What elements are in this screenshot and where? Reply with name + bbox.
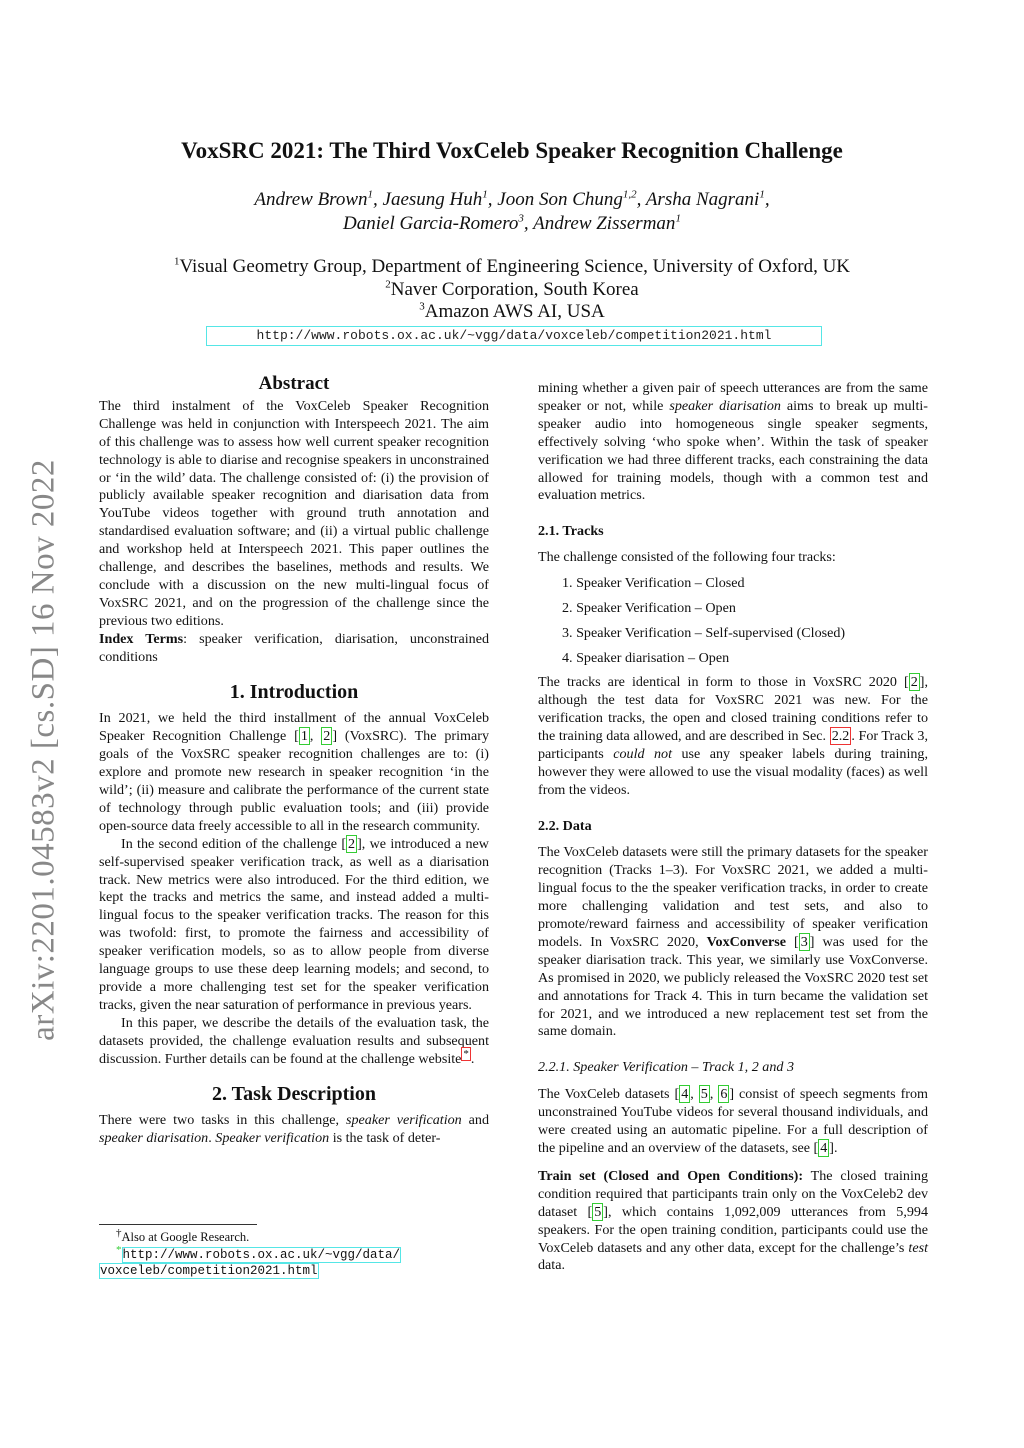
author: Andrew Brown: [254, 189, 368, 210]
right-column: [538, 380, 928, 1275]
task-paragraph: There were two tasks in this challenge, speaker verification and speaker diarisation. Speaker verification is the task of deter-: [99, 1112, 490, 1147]
citation-link[interactable]: 2: [323, 728, 331, 745]
intro-paragraph-1: In 2021, we held the third installment of the annual VoxCeleb Speaker Recognition Challenge [ 1 , 2 ] (VoxSRC). The primary goals of the VoxSRC speaker recognition challenges are to: (i) explore and promote new research in speaker recognition ‘in the wild’; (ii) measure and calibrate the performance of the current state of technology through public evaluation tools; and (iii) provide open-source data freely accessible to all in the research community.: [99, 710, 489, 834]
task-paragraph-continued: mining whether a given pair of speech utterances are from the same speaker or not, while speaker diarisation aims to break up multi-speaker audio into homogeneous single speaker segments, effectively solving ‘who spoke when’. Within the task of speaker verification we had three different tracks, each constraining the data allowed for training models, though with a common test and evaluation metrics.: [538, 380, 928, 504]
affiliation-1: [0, 255, 1024, 278]
footnote-dagger: †Also at Google Research.: [116, 1226, 250, 1244]
intro-paragraph-3: In this paper, we describe the details of the evaluation task, the datasets provided, the challenge evaluation results and subsequent discussion. Further details can be found at the challenge website * .: [99, 1014, 489, 1067]
author-aff: 3: [518, 212, 524, 225]
author-aff: 1: [759, 188, 765, 201]
intro-paragraph-2: In the second edition of the challenge [ 2 ], we introduced a new self-supervised speaker verification track, as well as a diarisation track. New metrics were also introduced. For the third edition, we kept the tracks and metrics the same, and instead added a multi-lingual focus to the speaker verification tracks. The reason for this was twofold: first, to promote the fairness and accessibility of speaker verification models, so as to allow people from diverse language groups to use these deep learning models; and second, to provide a more challenging test set for the speaker verification tracks, given the near saturation of performance in previous years.: [99, 835, 489, 1013]
footnote-url-cont: [99, 1262, 319, 1279]
author-line-2: Daniel Garcia-Romero$^3$, Andrew Zisserman$^1$: [343, 212, 681, 234]
track-item: 2. Speaker Verification – Open: [562, 600, 736, 617]
author: Arsha Nagrani: [645, 189, 760, 210]
footnote-rule: [99, 1224, 257, 1225]
citation-link[interactable]: 5: [700, 1086, 708, 1103]
arxiv-sidebar: [14, 440, 74, 1060]
introduction-heading: 1. Introduction: [229, 680, 359, 703]
footnote-url-link[interactable]: http://www.robots.ox.ac.uk/~vgg/data/: [122, 1248, 401, 1262]
author: Jaesung Huh: [382, 189, 483, 210]
challenge-url-link[interactable]: http://www.robots.ox.ac.uk/~vgg/data/voxceleb/competition2021.html: [206, 326, 822, 346]
train-set-paragraph: Train set (Closed and Open Conditions): The closed training condition required that participants train only on the VoxCeleb2 dev dataset [ 5 ], which contains 1,092,009 utterances from 5,994 speakers. For the open training condition, participants could use the VoxCeleb datasets and any other data, except for the challenge’s test data.: [538, 1167, 928, 1274]
citation-link[interactable]: 2: [910, 674, 918, 691]
paper-title: VoxSRC 2021: The Third VoxCeleb Speaker Recognition Challenge: [181, 138, 843, 163]
affiliation-text: Amazon AWS AI, USA: [424, 301, 605, 322]
citation-link[interactable]: 1: [300, 728, 308, 745]
citation-link[interactable]: 6: [720, 1086, 728, 1103]
affiliation-2: [0, 278, 1024, 301]
affiliation-num: 1: [173, 255, 180, 268]
author: Daniel Garcia-Romero: [343, 213, 519, 234]
left-column: [99, 375, 489, 1148]
author: Joon Son Chung: [497, 189, 623, 210]
author-aff: 1: [675, 212, 681, 225]
affiliation-num: 2: [385, 278, 391, 291]
speaker-verification-heading: 2.2.1. Speaker Verification – Track 1, 2 and 3: [538, 1059, 795, 1076]
citation-link[interactable]: 4: [820, 1140, 828, 1156]
arxiv-id: arXiv:2201.04583v2 [cs.SD] 16 Nov 2022: [25, 459, 62, 1041]
author-aff: 1,2: [622, 188, 637, 201]
index-terms-text: : speaker verification, diarisation, unconstrained conditions: [99, 630, 489, 665]
author-aff: 1: [367, 188, 374, 201]
sv-paragraph: The VoxCeleb datasets [ 4 , 5 , 6 ] consist of speech segments from unconstrained YouTube videos for several thousand individuals, and were created using an automatic pipeline. For a full description of the pipeline and an overview of the datasets, see [ 4 ].: [538, 1086, 929, 1156]
index-terms: [99, 631, 489, 667]
data-paragraph: The VoxCeleb datasets were still the primary datasets for the speaker recognition (Tracks 1–3). For VoxSRC 2021, we added a multi-lingual focus to the the speaker verification tracks, in order to create more challenging validation and test sets, and also to promote/reward fairness and accessibility of speaker verification models. In VoxSRC 2020, VoxConverse [ 3 ] was used for the speaker diarisation track. This year, we similarly use VoxConverse. As promised in 2020, we publicly released the VoxSRC 2020 test set and annotations for Track 4. This in turn became the validation set for 2021, and we introduced a new replacement test set from the same domain.: [538, 844, 929, 1040]
track-item: 3. Speaker Verification – Self-supervised (Closed): [562, 625, 846, 642]
citation-link[interactable]: 2: [348, 835, 356, 852]
footnote-link[interactable]: *: [463, 1047, 469, 1060]
track-item: 1. Speaker Verification – Closed: [562, 575, 745, 592]
tracks-heading: 2.1. Tracks: [538, 523, 604, 540]
tracks-intro: The challenge consisted of the following four tracks:: [538, 549, 836, 566]
abstract-heading: Abstract: [258, 373, 330, 394]
section-link[interactable]: 2.2: [831, 727, 850, 744]
affiliation-num: 3: [419, 300, 425, 313]
task-description-heading: 2. Task Description: [212, 1082, 376, 1105]
footnote-url-link[interactable]: voxceleb/competition2021.html: [100, 1264, 318, 1278]
tracks-list: [538, 571, 928, 671]
tracks-paragraph: The tracks are identical in form to those in VoxSRC 2020 [ 2 ], although the test data for VoxSRC 2021 was new. For the verification tracks, the open and closed training conditions refer to the training data allowed, and are described in Sec. 2.2 . For Track 3, participants could not use any speaker labels during training, however they were allowed to use the visual modality (faces) as well from the videos.: [538, 674, 928, 798]
footnote-url: *http://www.robots.ox.ac.uk/~vgg/data/: [116, 1243, 401, 1262]
track-item: 4. Speaker diarisation – Open: [562, 650, 730, 667]
citation-link[interactable]: 4: [681, 1086, 689, 1103]
index-terms-label: Index Terms: [99, 630, 184, 647]
affiliation-text: Visual Geometry Group, Department of Engineering Science, University of Oxford, UK: [179, 256, 851, 277]
abstract-text: The third instalment of the VoxCeleb Speaker Recognition Challenge was held in conjunction with Interspeech 2021. The aim of this challenge was to assess how well current speaker recognition technology is able to diarise and recognise speakers in unconstrained or ‘in the wild’ data. The challenge consisted of: (i) the provision of publicly available speaker recognition and diarisation data from YouTube videos together with ground truth annotation and standardised evaluation software; and (ii) a virtual public challenge and workshop held at Interspeech 2021. This paper outlines the challenge, and describes the baselines, methods and results. We conclude with a discussion on the new multi-lingual focus of VoxSRC 2021, and on the progression of the challenge since the previous two editions.: [99, 397, 489, 629]
affiliation-3: [0, 300, 1024, 323]
author-aff: 1: [482, 188, 488, 201]
affiliation-text: Naver Corporation, South Korea: [390, 279, 639, 300]
citation-link[interactable]: 3: [800, 933, 808, 950]
citation-link[interactable]: 5: [594, 1203, 602, 1220]
author: Andrew Zisserman: [533, 213, 676, 234]
data-heading: 2.2. Data: [538, 817, 592, 834]
author-line-1: Andrew Brown$^1$, Jaesung Huh$^1$, Joon Son Chung$^{1,2}$, Arsha Nagrani$^1$,: [254, 188, 770, 210]
